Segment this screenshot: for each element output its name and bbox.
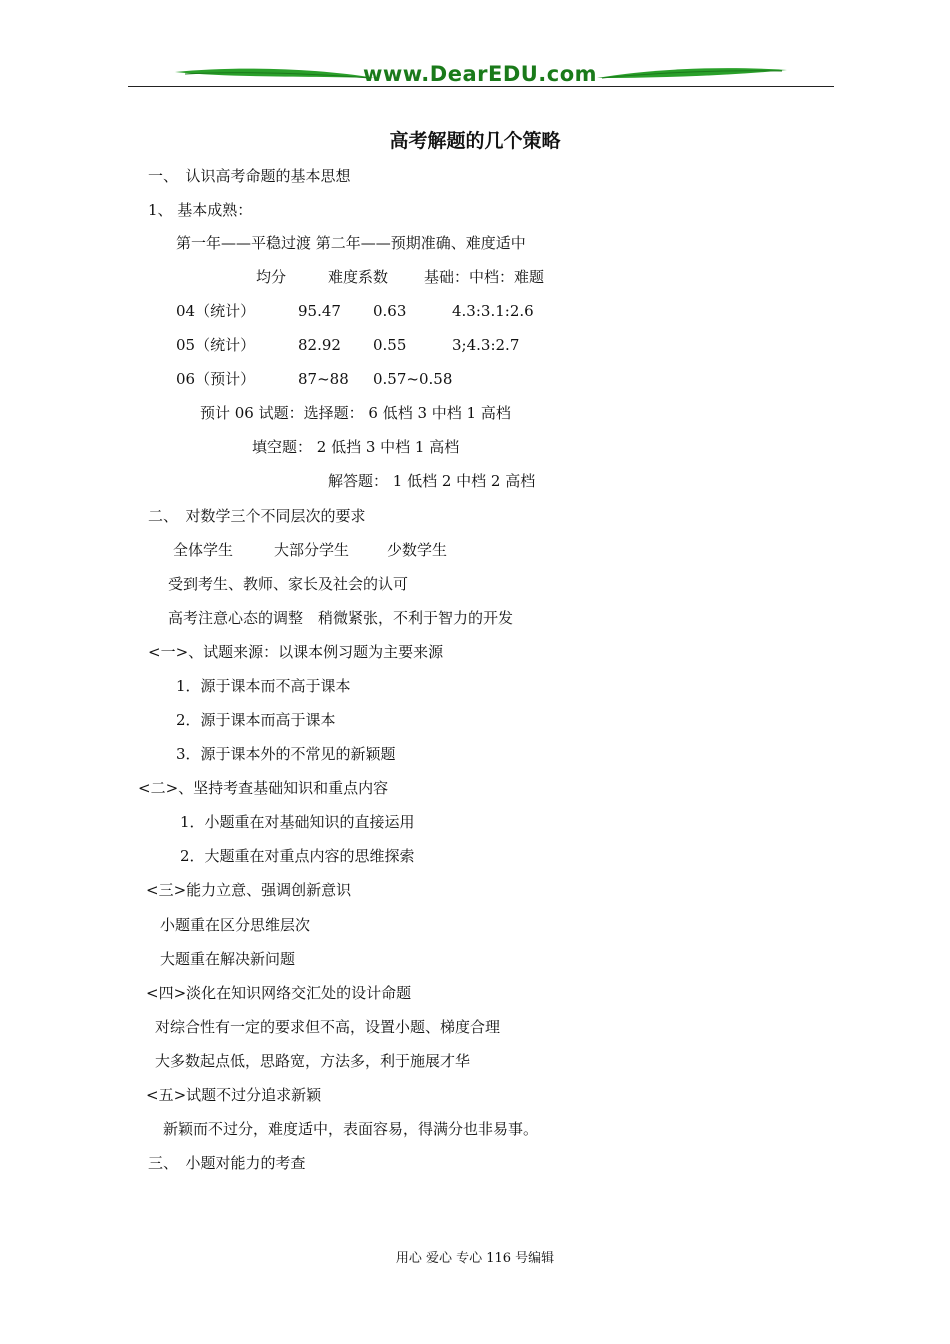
body-line: 受到考生、教师、家长及社会的认可 xyxy=(168,575,409,593)
body-line: 新颖而不过分，难度适中，表面容易，得满分也非易事。 xyxy=(163,1120,539,1138)
body-line: 全体学生 xyxy=(173,541,234,559)
body-line: 少数学生 xyxy=(387,541,448,559)
body-line: 大题重在解决新问题 xyxy=(160,950,296,968)
body-line: 1、 基本成熟： xyxy=(148,201,253,219)
body-line: 高考注意心态的调整 稍微紧张，不利于智力的开发 xyxy=(168,609,514,627)
page-header xyxy=(0,0,950,100)
list-item: 1．小题重在对基础知识的直接运用 xyxy=(180,813,415,831)
subsection-heading: <四>淡化在知识网络交汇处的设计命题 xyxy=(146,984,412,1002)
table-cell: 95.47 xyxy=(298,302,341,320)
site-logo: www.DearEDU.com xyxy=(362,62,598,86)
subsection-heading: <二>、坚持考查基础知识和重点内容 xyxy=(138,779,389,797)
table-cell: 06（预计） xyxy=(176,370,256,388)
section-heading: 一、 认识高考命题的基本思想 xyxy=(148,167,351,185)
list-item: 3．源于课本外的不常见的新颖题 xyxy=(176,745,396,763)
table-cell: 0.55 xyxy=(373,336,407,354)
body-line: 对综合性有一定的要求但不高，设置小题、梯度合理 xyxy=(155,1018,501,1036)
page-footer: 用心 爱心 专心 116 号编辑 xyxy=(395,1251,555,1266)
subsection-heading: <一>、试题来源：以课本例习题为主要来源 xyxy=(148,643,444,661)
table-cell: 04（统计） xyxy=(176,302,256,320)
document-title: 高考解题的几个策略 xyxy=(389,130,561,152)
body-line: 小题重在区分思维层次 xyxy=(160,916,311,934)
subsection-heading: <三>能力立意、强调创新意识 xyxy=(146,881,352,899)
body-line: 大多数起点低，思路宽，方法多，利于施展才华 xyxy=(155,1052,471,1070)
table-cell: 3;4.3:2.7 xyxy=(452,336,520,354)
table-cell: 82.92 xyxy=(298,336,341,354)
subsection-heading: <五>试题不过分追求新颖 xyxy=(146,1086,322,1104)
leaf-banner-left-icon xyxy=(175,66,375,86)
list-item: 2．源于课本而高于课本 xyxy=(176,711,336,729)
table-header: 难度系数 xyxy=(328,268,389,286)
body-line: 大部分学生 xyxy=(274,541,350,559)
table-cell: 0.57~0.58 xyxy=(373,370,453,388)
table-cell: 4.3:3.1:2.6 xyxy=(452,302,534,320)
table-cell: 05（统计） xyxy=(176,336,256,354)
body-line: 预计 06 试题：选择题： 6 低档 3 中档 1 高档 xyxy=(200,404,511,422)
leaf-banner-right-icon xyxy=(597,66,787,86)
header-rule xyxy=(128,86,834,87)
table-header: 基础：中档：难题 xyxy=(424,268,545,286)
body-line: 填空题： 2 低挡 3 中档 1 高档 xyxy=(252,438,460,456)
body-line: 第一年——平稳过渡 第二年——预期准确、难度适中 xyxy=(176,234,526,252)
table-header: 均分 xyxy=(256,268,287,286)
body-line: 解答题： 1 低档 2 中档 2 高档 xyxy=(328,472,536,490)
section-heading: 三、 小题对能力的考查 xyxy=(148,1154,306,1172)
list-item: 2．大题重在对重点内容的思维探索 xyxy=(180,847,415,865)
table-cell: 0.63 xyxy=(373,302,407,320)
section-heading: 二、 对数学三个不同层次的要求 xyxy=(148,507,366,525)
table-cell: 87~88 xyxy=(298,370,349,388)
list-item: 1．源于课本而不高于课本 xyxy=(176,677,351,695)
